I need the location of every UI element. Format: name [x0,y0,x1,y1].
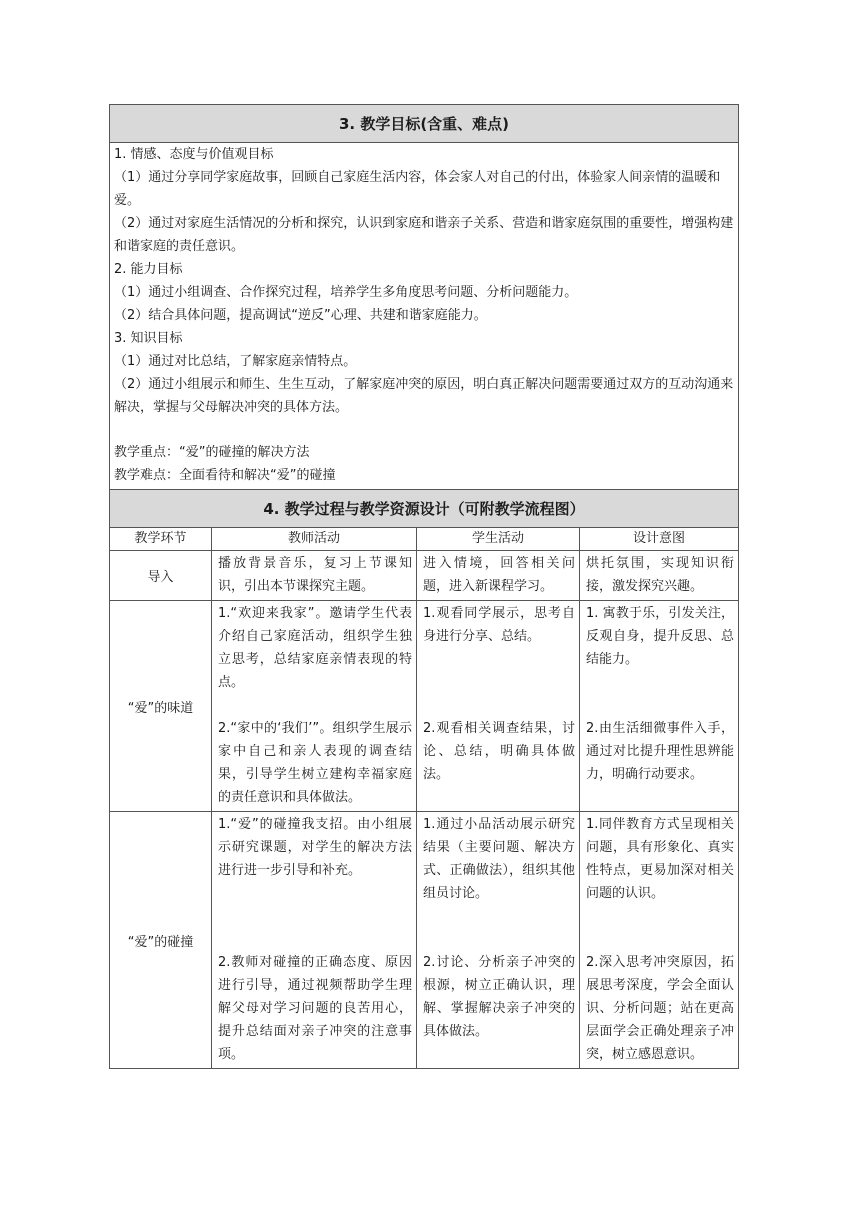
lesson-plan-table [109,104,739,1069]
student-activity: 1.观看同学展示，思考自身进行分享、总结。 [423,606,575,644]
student-activity-cell [417,812,580,1069]
design-intent: 2.深入思考冲突原因，拓展思考深度，学会全面认识、分析问题；站在更高层面学会正确处理亲子冲突，树立感恩意识。 [586,955,735,1062]
key-point: 教学重点：“爱”的碰撞的解决方法 [114,445,310,460]
stage-cell: “爱”的碰撞 [110,812,212,1069]
design-intent: 1.同伴教育方式呈现相关问题，具有形象化、真实性特点，更易加深对相关问题的认识。 [586,817,735,901]
design-intent: 1. 寓教于乐，引发关注，反观自身，提升反思、总结能力。 [586,606,735,667]
table-row [110,601,739,812]
design-intent-cell [580,551,739,601]
stage-cell: 导入 [110,551,212,601]
section-4-title: 4. 教学过程与教学资源设计（可附教学流程图） [263,500,585,518]
objective-line: （1）通过分享同学家庭故事，回顾自己家庭生活内容，体会家人对自己的付出，体验家人间亲情的温暖和爱。 [114,170,721,208]
column-header-intent: 设计意图 [580,528,739,551]
objective-line: （1）通过小组调查、合作探究过程，培养学生多角度思考问题、分析问题能力。 [114,285,578,300]
design-intent: 烘托氛围，实现知识衔接，激发探究兴趣。 [586,556,735,594]
lesson-plan-document [109,104,738,1069]
student-activity: 2.讨论、分析亲子冲突的根源，树立正确认识，理解、掌握解决亲子冲突的具体做法。 [423,955,575,1039]
stage-cell: “爱”的味道 [110,601,212,812]
section-3-title: 3. 教学目标(含重、难点) [338,115,510,133]
section-3-header [110,105,739,143]
teacher-activity-cell [212,812,417,1069]
column-header-student: 学生活动 [417,528,580,551]
teaching-objectives-cell [110,143,739,490]
objective-line: 2. 能力目标 [114,262,183,277]
student-activity: 进入情境，回答相关问题，进入新课程学习。 [423,556,575,594]
objective-line: 3. 知识目标 [114,331,183,346]
difficult-point: 教学难点：全面看待和解决“爱”的碰撞 [114,468,336,483]
teacher-activity-cell [212,601,417,812]
objective-line: 1. 情感、态度与价值观目标 [114,147,274,162]
student-activity-cell [417,551,580,601]
table-row [110,551,739,601]
teacher-activity: 2.“家中的‘我们’”。组织学生展示家中自己和亲人表现的调查结果，引导学生树立建构幸福家庭的责任意识和具体做法。 [218,721,412,805]
teacher-activity: 1.“欢迎来我家”。邀请学生代表介绍自己家庭活动，组织学生独立思考，总结家庭亲情表现的特点。 [218,606,412,690]
column-header-teacher: 教师活动 [212,528,417,551]
teacher-activity-cell [212,551,417,601]
design-intent-cell [580,601,739,812]
design-intent-cell [580,812,739,1069]
objective-line: （1）通过对比总结，了解家庭亲情特点。 [114,354,357,369]
objective-line: （2）通过对家庭生活情况的分析和探究，认识到家庭和谐亲子关系、营造和谐家庭氛围的重要性，增强构建和谐家庭的责任意识。 [114,216,734,254]
table-row [110,812,739,1069]
column-header-stage: 教学环节 [110,528,212,551]
student-activity: 2.观看相关调查结果，讨论、总结，明确具体做法。 [423,721,575,782]
teacher-activity: 1.“爱”的碰撞我支招。由小组展示研究课题，对学生的解决方法进行进一步引导和补充。 [218,817,412,878]
objective-line: （2）结合具体问题，提高调试“逆反”心理、共建和谐家庭能力。 [114,308,487,323]
objective-line: （2）通过小组展示和师生、生生互动，了解家庭冲突的原因，明白真正解决问题需要通过双方的互动沟通来解决，掌握与父母解决冲突的具体方法。 [114,377,734,415]
teacher-activity: 2.教师对碰撞的正确态度、原因进行引导，通过视频帮助学生理解父母对学习问题的良苦用心，提升总结面对亲子冲突的注意事项。 [218,955,412,1062]
section-4-header [110,490,739,528]
student-activity: 1.通过小品活动展示研究结果（主要问题、解决方式、正确做法），组织其他组员讨论。 [423,817,575,901]
teacher-activity: 播放背景音乐，复习上节课知识，引出本节课探究主题。 [218,556,412,594]
column-header-row [110,528,739,551]
student-activity-cell [417,601,580,812]
design-intent: 2.由生活细微事件入手，通过对比提升理性思辨能力，明确行动要求。 [586,721,735,782]
spacer [114,419,736,441]
